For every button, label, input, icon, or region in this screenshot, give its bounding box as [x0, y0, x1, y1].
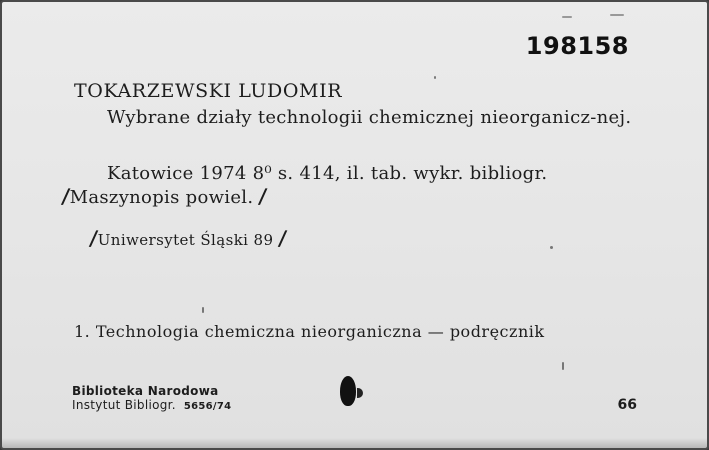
format-note [62, 185, 652, 209]
institute-name: Instytut Bibliogr. [72, 398, 176, 412]
call-number: 198158 [525, 32, 629, 60]
paper-speck [550, 246, 553, 249]
paper-speck [562, 362, 564, 370]
imprint-block [62, 162, 652, 209]
format-note-text: Maszynopis powiel. [69, 187, 254, 208]
author-heading: TOKARZEWSKI LUDOMIR [74, 80, 343, 102]
slash-mark: / [276, 226, 289, 250]
library-name: Biblioteka Narodowa [72, 384, 219, 398]
series-note [88, 226, 289, 250]
punch-hole [340, 376, 356, 406]
paper-speck [562, 16, 572, 18]
subject-heading: 1. Technologia chemiczna nieorganiczna — podręcznik [74, 322, 545, 341]
paper-speck [610, 14, 624, 16]
series-text: Uniwersytet Śląski 89 [97, 231, 274, 249]
slash-mark: / [257, 184, 269, 208]
form-number: 5656/74 [183, 401, 232, 412]
slash-mark: / [60, 184, 72, 208]
paper-speck [434, 76, 436, 79]
paper-speck [202, 307, 204, 313]
page-number: 66 [617, 397, 637, 413]
imprint-line: Katowice 1974 8⁰ s. 414, il. tab. wykr. bibliogr. [107, 163, 548, 184]
work-title: Wybrane działy technologii chemicznej nieorganicz-nej. [107, 107, 632, 128]
institute-line [72, 398, 231, 412]
slash-mark: / [88, 226, 100, 250]
